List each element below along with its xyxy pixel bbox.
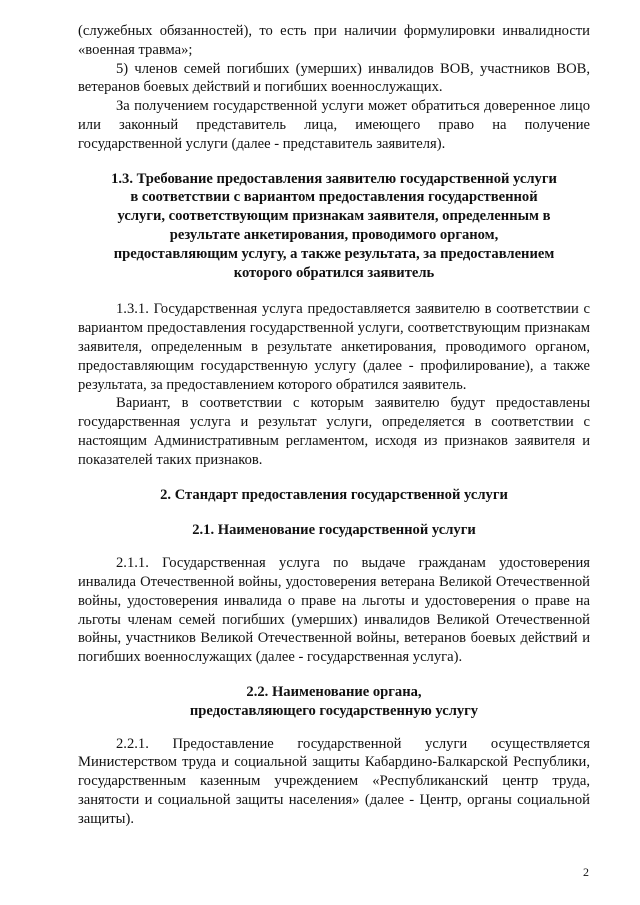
paragraph-2-1-1: 2.1.1. Государственная услуга по выдаче гражданам удостоверения инвалида Отечественной войны, удостоверения ветерана Великой Отечественной войны, удостоверения инвалида о праве на льготы и удостоверения о праве на льготы членам семей погибших (умерших) инвалидов Великой Отечественной войны, участников Великой Отечественной войны, ветеранов боевых действий и погибших военнослужащих (далее - государственная услуга). [78, 555, 590, 666]
heading-section-2: 2. Стандарт предоставления государственной услуги [160, 486, 508, 503]
paragraph-continuation: (служебных обязанностей), то есть при наличии формулировки инвалидности «военная травма»; [78, 23, 590, 58]
paragraph-variant: Вариант, в соответствии с которым заявителю будут предоставлены государственная услуга и результат услуги, определяется в соответствии с настоящим Административным регламентом, исходя из признаков заявителя и показателей таких признаков. [78, 395, 590, 468]
paragraph-list-item-5: 5) членов семей погибших (умерших) инвалидов ВОВ, участников ВОВ, ветеранов боевых действий и погибших военнослужащих. [78, 60, 590, 96]
document-page [78, 22, 590, 828]
heading-section-2-2-line1: 2.2. Наименование органа, [246, 683, 422, 700]
heading-section-1-3: 1.3. Требование предоставления заявителю государственной услуги в соответствии с вариантом предоставления государственной услуги, соответствующим признакам заявителя, определенным в результате анкетирования, проводимого органом, предоставляющим услугу, а также результата, за предоставлением которого обратился заявитель [111, 170, 557, 281]
heading-section-2-2 [78, 683, 590, 721]
heading-section-2-1: 2.1. Наименование государственной услуги [192, 522, 476, 539]
paragraph-1-3-1: 1.3.1. Государственная услуга предоставляется заявителю в соответствии с вариантом предоставления государственной услуги, соответствующим признакам заявителя, определенным в результате анкетирования, проводимого органом, предоставляющим государственную услугу (далее - профилирование), а также результата, за предоставлением которого обратился заявитель. [78, 301, 590, 393]
paragraph-2-2-1: 2.2.1. Предоставление государственной услуги осуществляется Министерством труда и социальной защиты Кабардино-Балкарской Республики, государственным казенным учреждением «Республиканский центр труда, занятости и социальной защиты населения» (далее - Центр, органы социальной защиты). [78, 735, 590, 827]
page-number: 2 [583, 865, 589, 879]
paragraph-representative: За получением государственной услуги может обратиться доверенное лицо или законный представитель лица, имеющего право на получение государственной услуги (далее - представитель заявителя). [78, 98, 590, 152]
heading-section-2-2-line2: предоставляющего государственную услугу [189, 702, 479, 719]
